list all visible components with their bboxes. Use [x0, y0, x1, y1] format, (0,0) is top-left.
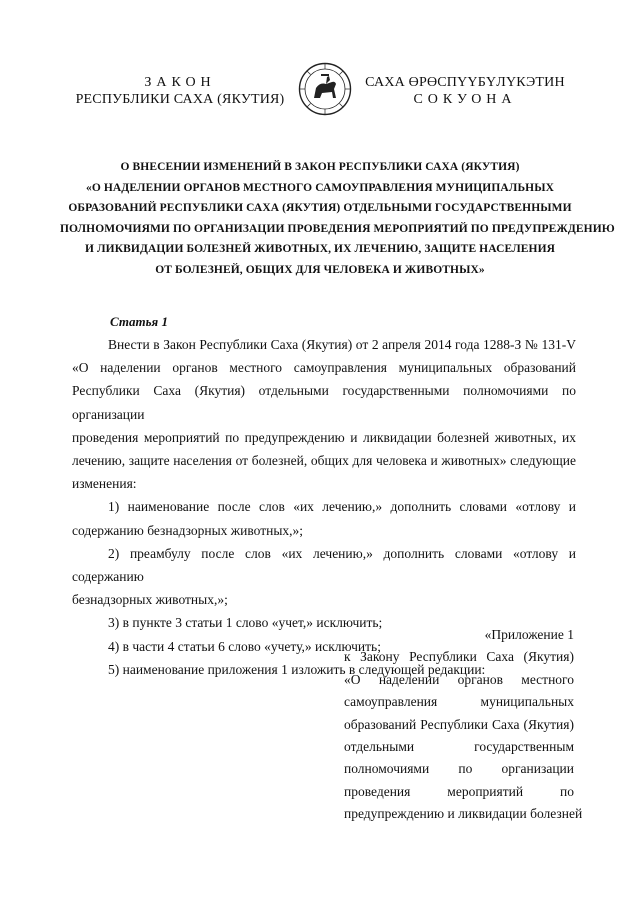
title-line: ПОЛНОМОЧИЯМИ ПО ОРГАНИЗАЦИИ ПРОВЕДЕНИЯ МЕРОПРИЯТИЙ ПО ПРЕДУПРЕЖДЕНИЮ [60, 222, 615, 235]
header-law-label: ЗАКОН [144, 75, 216, 90]
intro-line: лечению, защите населения от болезней, общих для человека и животных» следующие [72, 453, 576, 469]
list-item-continuation: безнадзорных животных,»; [72, 592, 228, 608]
title-line: И ЛИКВИДАЦИИ БОЛЕЗНЕЙ ЖИВОТНЫХ, ИХ ЛЕЧЕНИЮ, ЗАЩИТЕ НАСЕЛЕНИЯ [84, 243, 556, 255]
appendix-line: предупреждению и ликвидации болезней [344, 806, 583, 822]
header-left [70, 74, 290, 108]
coat-of-arms-icon [298, 62, 352, 116]
list-item: 3) в пункте 3 статьи 1 слово «учет,» исключить; [108, 615, 383, 631]
intro-line: проведения мероприятий по предупреждению и ликвидации болезней животных, их [72, 429, 576, 445]
intro-line: Внести в Закон Республики Саха (Якутия) от 2 апреля 2014 года 1288-З № 131-V [108, 337, 576, 352]
appendix-line: проведения мероприятий по [344, 783, 574, 799]
article-heading: Статья 1 [110, 314, 168, 329]
appendix-title: «Приложение 1 [484, 627, 574, 642]
intro-line: «О наделении органов местного самоуправления муниципальных образований [72, 360, 576, 376]
appendix-line: отдельными государственным [344, 739, 574, 755]
list-item-first-line: 2) преамбулу после слов «их лечению,» дополнить словами «отлову и содержанию [72, 545, 576, 585]
appendix-line: образований Республики Саха (Якутия) [344, 716, 574, 732]
header-republic-label: РЕСПУБЛИКИ САХА (ЯКУТИЯ) [75, 92, 285, 107]
appendix-line: «О наделении органов местного [344, 671, 574, 687]
title-line: О ВНЕСЕНИИ ИЗМЕНЕНИЙ В ЗАКОН РЕСПУБЛИКИ САХА (ЯКУТИЯ) [120, 161, 520, 173]
appendix-line: к Закону Республики Саха (Якутия) [344, 649, 574, 665]
list-item-continuation: содержанию безнадзорных животных,»; [72, 522, 304, 538]
intro-line: изменения: [72, 476, 137, 492]
appendix-heading-block [344, 624, 583, 826]
appendix-line: самоуправления муниципальных [344, 694, 574, 710]
title-line: ОБРАЗОВАНИЙ РЕСПУБЛИКИ САХА (ЯКУТИЯ) ОТДЕЛЬНЫМИ ГОСУДАРСТВЕННЫМИ [68, 202, 572, 214]
appendix-line: полномочиями по организации [344, 761, 574, 777]
document-title [60, 157, 615, 280]
header-sakha-label: САХА ӨРӨСПҮҮБҮЛҮКЭТИН [365, 75, 565, 90]
title-line: «О НАДЕЛЕНИИ ОРГАНОВ МЕСТНОГО САМОУПРАВЛЕНИЯ МУНИЦИПАЛЬНЫХ [85, 181, 555, 194]
list-item: 5) наименование приложения 1 изложить в следующей редакции: [108, 661, 486, 677]
list-item: 4) в части 4 статьи 6 слово «учету,» исключить; [108, 638, 381, 654]
list-item-first-line: 1) наименование после слов «их лечению,» дополнить словами «отлову и [108, 499, 576, 515]
header-right [360, 74, 570, 108]
header-sokuona-label: СОКУОНА [413, 92, 517, 107]
title-line: ОТ БОЛЕЗНЕЙ, ОБЩИХ ДЛЯ ЧЕЛОВЕКА И ЖИВОТНЫХ» [155, 263, 485, 276]
intro-line: Республики Саха (Якутия) отдельными государственными полномочиями по организации [72, 383, 576, 422]
